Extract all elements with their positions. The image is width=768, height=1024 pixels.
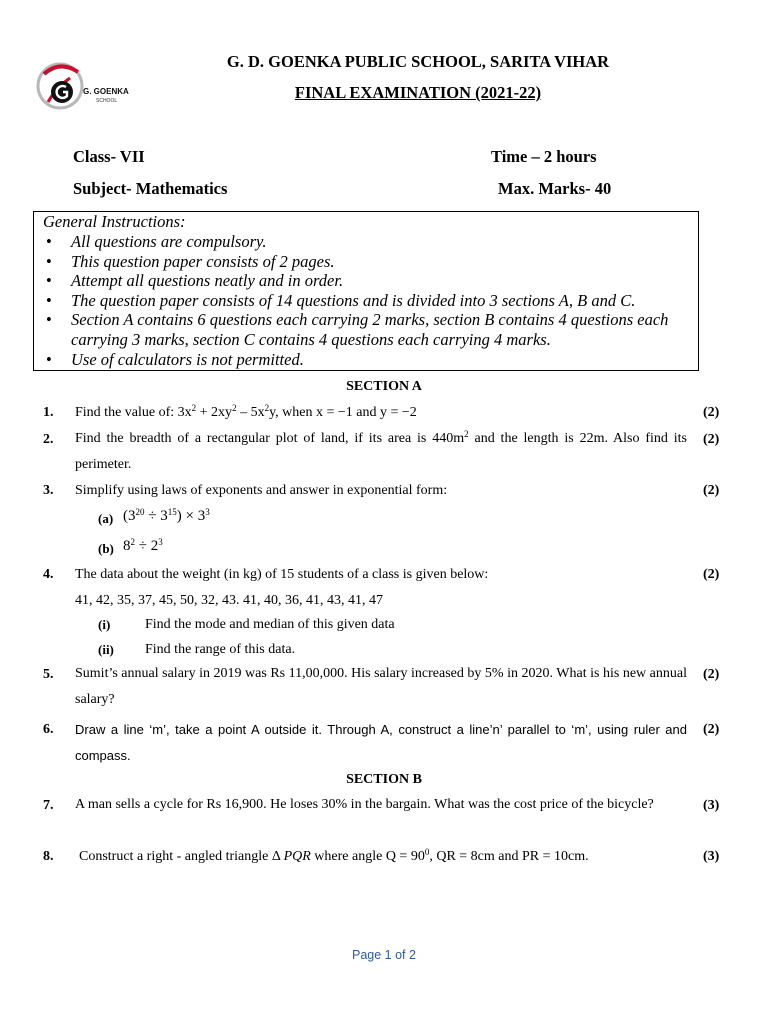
- q4i-label: (i): [98, 617, 111, 632]
- section-a-heading: SECTION A: [346, 379, 422, 394]
- q2-text: Find the breadth of a rectangular plot of land, if its area is $440m^2$ and the length is 22m. Also find its perimeter.: [75, 429, 687, 472]
- q8-number: 8.: [43, 849, 54, 864]
- logo-text: G. GOENKA: [83, 87, 129, 96]
- q3-number: 3.: [43, 483, 54, 498]
- section-b-heading: SECTION B: [346, 772, 422, 787]
- time-label: Time – 2 hours: [491, 147, 597, 166]
- q8-marks: (3): [703, 849, 720, 864]
- page-number: Page 1 of 2: [352, 948, 416, 962]
- instructions-list: [44, 232, 696, 369]
- logo-subtext: SCHOOL: [96, 98, 118, 104]
- q7-text: A man sells a cycle for Rs 16,900. He loses 30% in the bargain. What was the cost price of the bicycle?: [75, 797, 654, 812]
- q2-marks: (2): [703, 432, 720, 447]
- instructions-title: General Instructions:: [43, 212, 186, 231]
- exam-title: FINAL EXAMINATION (2021-22): [294, 83, 542, 102]
- q5-text: Sumit’s annual salary in 2019 was Rs 11,00,000. His salary increased by 5% in 2020. What is his new annual salary?: [75, 666, 687, 707]
- q3-marks: (2): [703, 483, 720, 498]
- q1-marks: (2): [703, 405, 720, 420]
- instruction-item: • All questions are compulsory.: [44, 232, 696, 252]
- q4ii-text: Find the range of this data.: [145, 642, 296, 657]
- school-name: G. D. GOENKA PUBLIC SCHOOL, SARITA VIHAR: [226, 52, 610, 71]
- instruction-item: • This question paper consists of 2 pages.: [44, 252, 696, 272]
- instruction-item: • Use of calculators is not permitted.: [44, 350, 696, 370]
- q4-number: 4.: [43, 567, 54, 582]
- q4ii-label: (ii): [98, 642, 114, 657]
- q3-text: Simplify using laws of exponents and answer in exponential form:: [75, 483, 448, 498]
- subject-label: Subject- Mathematics: [73, 179, 228, 198]
- q3b-label: (b): [98, 541, 114, 556]
- class-label: Class- VII: [73, 147, 145, 166]
- q7-marks: (3): [703, 798, 720, 813]
- instruction-item: • Section A contains 6 questions each carrying 2 marks, section B contains 4 questions each carrying 3 marks, section C contains 4 questions each carrying 4 marks.: [44, 310, 696, 349]
- q6-number: 6.: [43, 722, 54, 737]
- q8-text: Construct a right - angled triangle Δ PQR where angle $Q = 90^0$, QR = 8cm and PR = 10cm.: [79, 847, 589, 864]
- max-marks-label: Max. Marks- 40: [498, 179, 612, 198]
- q3a-label: (a): [98, 511, 114, 526]
- q5-marks: (2): [703, 667, 720, 682]
- q4-marks: (2): [703, 567, 720, 582]
- q4i-text: Find the mode and median of this given data: [145, 617, 395, 632]
- q2-number: 2.: [43, 432, 54, 447]
- q1-text: Find the value of: $3x^2 + 2xy^2 - 5x^2y$, when x = −1 and y = −2: [75, 403, 417, 420]
- q7-number: 7.: [43, 798, 54, 813]
- q5-number: 5.: [43, 667, 54, 682]
- q4-data: 41, 42, 35, 37, 45, 50, 32, 43. 41, 40, 36, 41, 43, 41, 47: [75, 593, 383, 608]
- q3b-expression: $8^2 \div 2^3$: [123, 537, 163, 554]
- q3a-expression: $(3^{20} \div 3^{15}) \times 3^3$: [123, 507, 210, 524]
- q6-marks: (2): [703, 722, 720, 737]
- q6-text: Draw a line ‘m’, take a point A outside it. Through A, construct a line’n’ parallel to ‘m’, using ruler and compass.: [75, 722, 687, 763]
- instruction-item: • Attempt all questions neatly and in order.: [44, 271, 696, 291]
- q1-number: 1.: [43, 405, 54, 420]
- q4-text: The data about the weight (in kg) of 15 students of a class is given below:: [75, 567, 489, 582]
- instruction-item: • The question paper consists of 14 questions and is divided into 3 sections A, B and C.: [44, 291, 696, 311]
